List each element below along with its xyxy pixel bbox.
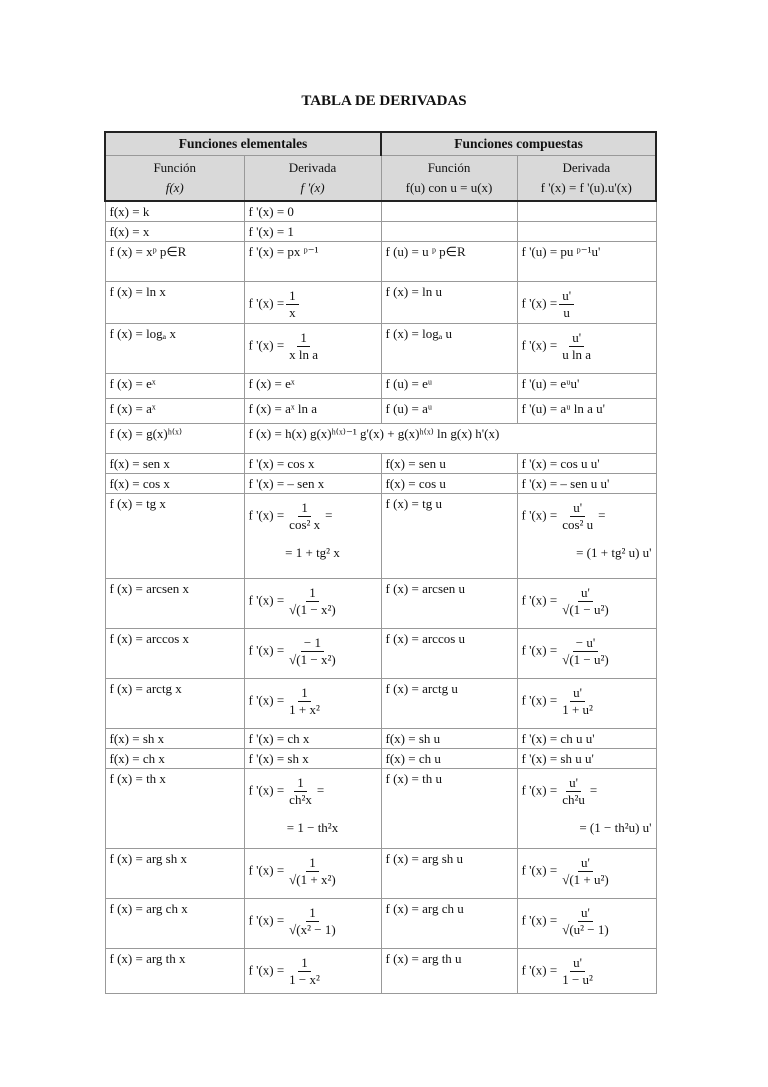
table-cell [244,749,381,769]
table-row [105,474,656,494]
table-cell [244,679,381,729]
formula-lhs: f '(x) = [248,962,285,978]
formula [522,849,652,888]
formula: f(x) = sen u [385,456,446,471]
fraction [286,288,299,321]
formula-continuation: = 1 + tg² x [285,545,340,560]
table-cell [244,849,381,899]
table-cell [105,242,244,282]
formula [249,629,377,668]
denominator: u ln a [562,347,592,362]
table-cell [381,579,517,629]
numerator: − 1 [301,635,324,652]
table-row [105,849,656,899]
table-cell [381,399,517,424]
formula: f (x) = th u [385,771,442,786]
table-row [105,949,656,994]
table-cell [517,494,656,579]
numerator: 1 [298,685,311,702]
table-row [105,629,656,679]
numerator: u' [566,775,581,792]
denominator: cos² u [562,517,594,532]
table-cell [381,849,517,899]
table-cell [244,374,381,399]
formula [522,324,652,363]
fraction [286,855,339,888]
fraction [559,500,596,533]
formula [522,629,652,668]
formula: f '(x) = 1 [248,224,294,239]
table-cell [105,454,244,474]
table-cell [244,324,381,374]
table-cell [517,769,656,849]
formula-lhs: f '(x) = [248,692,285,708]
table-cell [105,282,244,324]
derivatives-table [104,131,657,994]
table-cell [105,374,244,399]
table-cell [105,679,244,729]
table-row [105,729,656,749]
table-cell [381,242,517,282]
table-cell [381,899,517,949]
table-cell [105,729,244,749]
denominator: 1 + u² [562,702,593,717]
formula: f (x) = arg th u [385,951,462,966]
formula [249,324,377,363]
table-cell [105,579,244,629]
table-row [105,424,656,454]
formula [522,949,652,988]
table-row [105,769,656,849]
table-row [105,454,656,474]
table-cell [105,749,244,769]
formula: f (u) = aᵘ [385,401,433,416]
formula-lhs: f '(x) = [521,507,558,523]
fraction [286,685,323,718]
formula: f '(x) = 0 [248,204,294,219]
table-row [105,242,656,282]
table-cell [381,474,517,494]
table-cell [517,579,656,629]
formula: f (x) = logₐ x [109,326,176,341]
table-row [105,374,656,399]
formula-lhs: f '(x) = [521,962,558,978]
numerator: 1 [298,955,311,972]
formula-rhs: = [598,507,606,523]
table-row [105,399,656,424]
formula [386,202,513,203]
formula: f (x) = ln u [385,284,442,299]
formula: f (x) = eˣ [109,376,156,391]
formula-lhs: f '(x) = [248,507,285,523]
col-label: Derivada [288,160,337,175]
formula-lhs: f '(x) = [248,592,285,608]
numerator: u' [559,288,574,305]
formula: f (x) = h(x) g(x)ʰ⁽ˣ⁾⁻¹ g'(x) + g(x)ʰ⁽ˣ⁾ ln g(x) h'(x) [248,426,500,441]
fraction [559,635,612,668]
formula: f '(x) = ch x [248,731,310,746]
numerator: 1 [306,905,319,922]
numerator: u' [578,855,593,872]
table-row [105,899,656,949]
formula: f '(x) = px ᵖ⁻¹ [248,244,319,259]
table-cell [517,399,656,424]
formula: f (x) = arccos x [109,631,190,646]
table-cell [105,222,244,242]
formula-rhs: = [325,507,333,523]
table-cell [381,629,517,679]
fraction [286,775,315,808]
table-cell [105,949,244,994]
fraction [286,635,339,668]
formula-rhs: = [316,782,325,798]
col-sublabel: f '(x) = f '(u).u'(x) [540,180,632,195]
formula: f (x) = arcsen x [109,581,190,596]
table-cell [381,949,517,994]
fraction [559,330,594,363]
formula: f (x) = xᵖ p∈R [109,244,187,259]
table-cell [105,324,244,374]
page-title: TABLA DE DERIVADAS [301,93,467,109]
formula [249,679,377,718]
formula: f '(u) = pu ᵖ⁻¹u' [521,244,601,259]
formula-continuation: = (1 − th²u) u' [579,820,652,835]
table-cell [244,769,381,849]
table-cell [244,629,381,679]
formula-lhs: f '(x) = [521,592,558,608]
formula [522,494,652,533]
formula: f (x) = arctg x [109,681,182,696]
formula: f (x) = arg th x [109,951,186,966]
formula: f(x) = ch x [109,751,165,766]
table-row [105,282,656,324]
denominator: √(u² − 1) [562,922,609,937]
formula: f(x) = ch u [385,751,441,766]
formula: f (x) = tg x [109,496,166,511]
fraction [559,775,588,808]
table-cell [381,282,517,324]
table-cell [381,201,517,222]
table-cell [517,474,656,494]
table-row [105,679,656,729]
denominator: x [289,305,296,320]
col-sublabel: f(x) [165,180,184,195]
col-header-derivada [244,156,381,202]
table-cell [517,282,656,324]
table-cell [517,222,656,242]
formula: f (x) = eˣ [248,376,295,391]
table-cell [381,729,517,749]
formula: f(x) = sen x [109,456,170,471]
col-header-funcion-compuesta [381,156,517,202]
table-cell [517,679,656,729]
table-cell [381,769,517,849]
denominator: ch²x [289,792,312,807]
formula-lhs: f '(x) = [248,642,285,658]
denominator: 1 + x² [289,702,320,717]
numerator: u' [570,685,585,702]
numerator: − u' [573,635,598,652]
formula: f (x) = g(x)ʰ⁽ˣ⁾ [109,426,183,441]
formula: f (x) = logₐ u [385,326,453,341]
table-cell [517,374,656,399]
fraction [559,288,574,321]
table-cell [244,282,381,324]
table-cell [244,579,381,629]
denominator: √(1 − x²) [289,652,336,667]
fraction [286,905,339,938]
col-sublabel: f(u) con u = u(x) [405,180,493,195]
formula: f '(x) = sh u u' [521,751,594,766]
formula [249,949,377,988]
table-cell [381,679,517,729]
fraction [286,585,339,618]
formula-lhs: f '(x) = [521,295,558,311]
table-cell [517,729,656,749]
table-cell [105,849,244,899]
formula-lhs: f '(x) = [521,862,558,878]
table-cell [517,454,656,474]
table-cell [244,201,381,222]
formula: f(x) = sh u [385,731,441,746]
formula: f(x) = k [109,204,150,219]
formula: f (x) = tg u [385,496,442,511]
formula-lhs: f '(x) = [521,782,558,798]
table-cell [381,749,517,769]
formula-continuation: = 1 − th²x [286,820,339,835]
numerator: u' [578,905,593,922]
table-cell [517,629,656,679]
table-cell [517,949,656,994]
fraction [559,585,612,618]
formula: f '(x) = ch u u' [521,731,595,746]
fraction [286,500,323,533]
table-cell [105,399,244,424]
formula [249,282,377,321]
fraction [286,330,321,363]
numerator: 1 [297,330,310,347]
formula: f '(x) = – sen u u' [521,476,610,491]
formula [522,679,652,718]
formula [522,202,652,203]
table-cell [381,454,517,474]
formula: f '(x) = cos x [248,456,315,471]
denominator: √(x² − 1) [289,922,336,937]
numerator: u' [570,500,585,517]
denominator: cos² x [289,517,321,532]
table-cell [381,324,517,374]
denominator: u [563,305,570,320]
denominator: √(1 − u²) [562,602,609,617]
numerator: 1 [306,585,319,602]
formula: f (x) = arg sh u [385,851,464,866]
formula: f '(x) = cos u u' [521,456,600,471]
col-label: Función [153,160,197,175]
denominator: √(1 + u²) [562,872,609,887]
denominator: ch²u [562,792,585,807]
table-cell [244,242,381,282]
formula: f (x) = arg ch x [109,901,188,916]
formula [249,899,377,938]
table-cell [517,324,656,374]
formula [249,494,377,533]
formula: f(x) = x [109,224,150,239]
formula: f (x) = arcsen u [385,581,466,596]
formula: f(x) = cos x [109,476,170,491]
formula [522,769,652,808]
table-cell [105,424,244,454]
table-cell [517,849,656,899]
table-cell [517,242,656,282]
formula-lhs: f '(x) = [248,782,285,798]
formula: f(x) = sh x [109,731,165,746]
table-cell [244,424,656,454]
denominator: 1 − x² [289,972,320,987]
table-row [105,222,656,242]
formula-continuation: = (1 + tg² u) u' [576,545,652,560]
formula-lhs: f '(x) = [521,692,558,708]
denominator: x ln a [289,347,319,362]
formula: f (x) = aˣ ln a [248,401,317,416]
formula: f (x) = arg ch u [385,901,464,916]
col-label: Derivada [562,160,611,175]
denominator: √(1 + x²) [289,872,336,887]
formula-rhs: = [589,782,598,798]
table-cell [244,729,381,749]
table-cell [244,222,381,242]
table-cell [381,494,517,579]
formula [249,579,377,618]
formula: f (x) = ln x [109,284,166,299]
formula: f '(u) = eᵘu' [521,376,580,391]
table-cell [381,374,517,399]
fraction [559,955,596,988]
table-cell [244,949,381,994]
fraction [559,685,596,718]
fraction [286,955,323,988]
table-cell [244,399,381,424]
table-cell [517,201,656,222]
numerator: u' [569,330,584,347]
formula: f '(x) = – sen x [248,476,325,491]
fraction [559,905,612,938]
formula-lhs: f '(x) = [248,337,285,353]
denominator: √(1 − u²) [562,652,609,667]
numerator: 1 [286,288,299,305]
formula-lhs: f '(x) = [521,912,558,928]
table-cell [244,454,381,474]
formula-lhs: f '(x) = [248,912,285,928]
formula-lhs: f '(x) = [248,295,285,311]
col-header-funcion [105,156,244,202]
group-header-compuestas: Funciones compuestas [381,132,656,156]
table-row [105,579,656,629]
table-row [105,324,656,374]
table-cell [517,749,656,769]
formula: f (u) = u ᵖ p∈R [385,244,466,259]
numerator: u' [578,585,593,602]
table-cell [105,494,244,579]
col-label: Función [427,160,471,175]
formula-lhs: f '(x) = [521,337,558,353]
table-cell [105,899,244,949]
table-row [105,749,656,769]
table-cell [105,629,244,679]
numerator: 1 [294,775,307,792]
formula: f '(x) = sh x [248,751,309,766]
table-row [105,201,656,222]
formula [522,899,652,938]
table-cell [105,201,244,222]
table-cell [381,222,517,242]
formula: f (x) = arctg u [385,681,458,696]
formula [386,222,513,223]
formula [249,769,377,808]
formula: f (x) = aˣ [109,401,156,416]
col-header-derivada-compuesta [517,156,656,202]
formula-lhs: f '(x) = [521,642,558,658]
table-cell [105,474,244,494]
table-cell [244,494,381,579]
table-cell [105,769,244,849]
formula: f (x) = arg sh x [109,851,187,866]
table-cell [244,474,381,494]
formula: f '(u) = aᵘ ln a u' [521,401,605,416]
formula [522,579,652,618]
table-cell [244,899,381,949]
formula [249,849,377,888]
formula: f (x) = th x [109,771,166,786]
formula: f(x) = cos u [385,476,446,491]
table-cell [517,899,656,949]
numerator: u' [570,955,585,972]
numerator: 1 [306,855,319,872]
group-header-elementales: Funciones elementales [105,132,381,156]
fraction [559,855,612,888]
numerator: 1 [298,500,311,517]
col-sublabel: f '(x) [300,180,325,195]
formula [522,222,652,223]
table-row [105,494,656,579]
formula: f (u) = eᵘ [385,376,433,391]
denominator: 1 − u² [562,972,593,987]
denominator: √(1 − x²) [289,602,336,617]
formula-lhs: f '(x) = [248,862,285,878]
formula: f (x) = arccos u [385,631,466,646]
formula [522,282,652,321]
